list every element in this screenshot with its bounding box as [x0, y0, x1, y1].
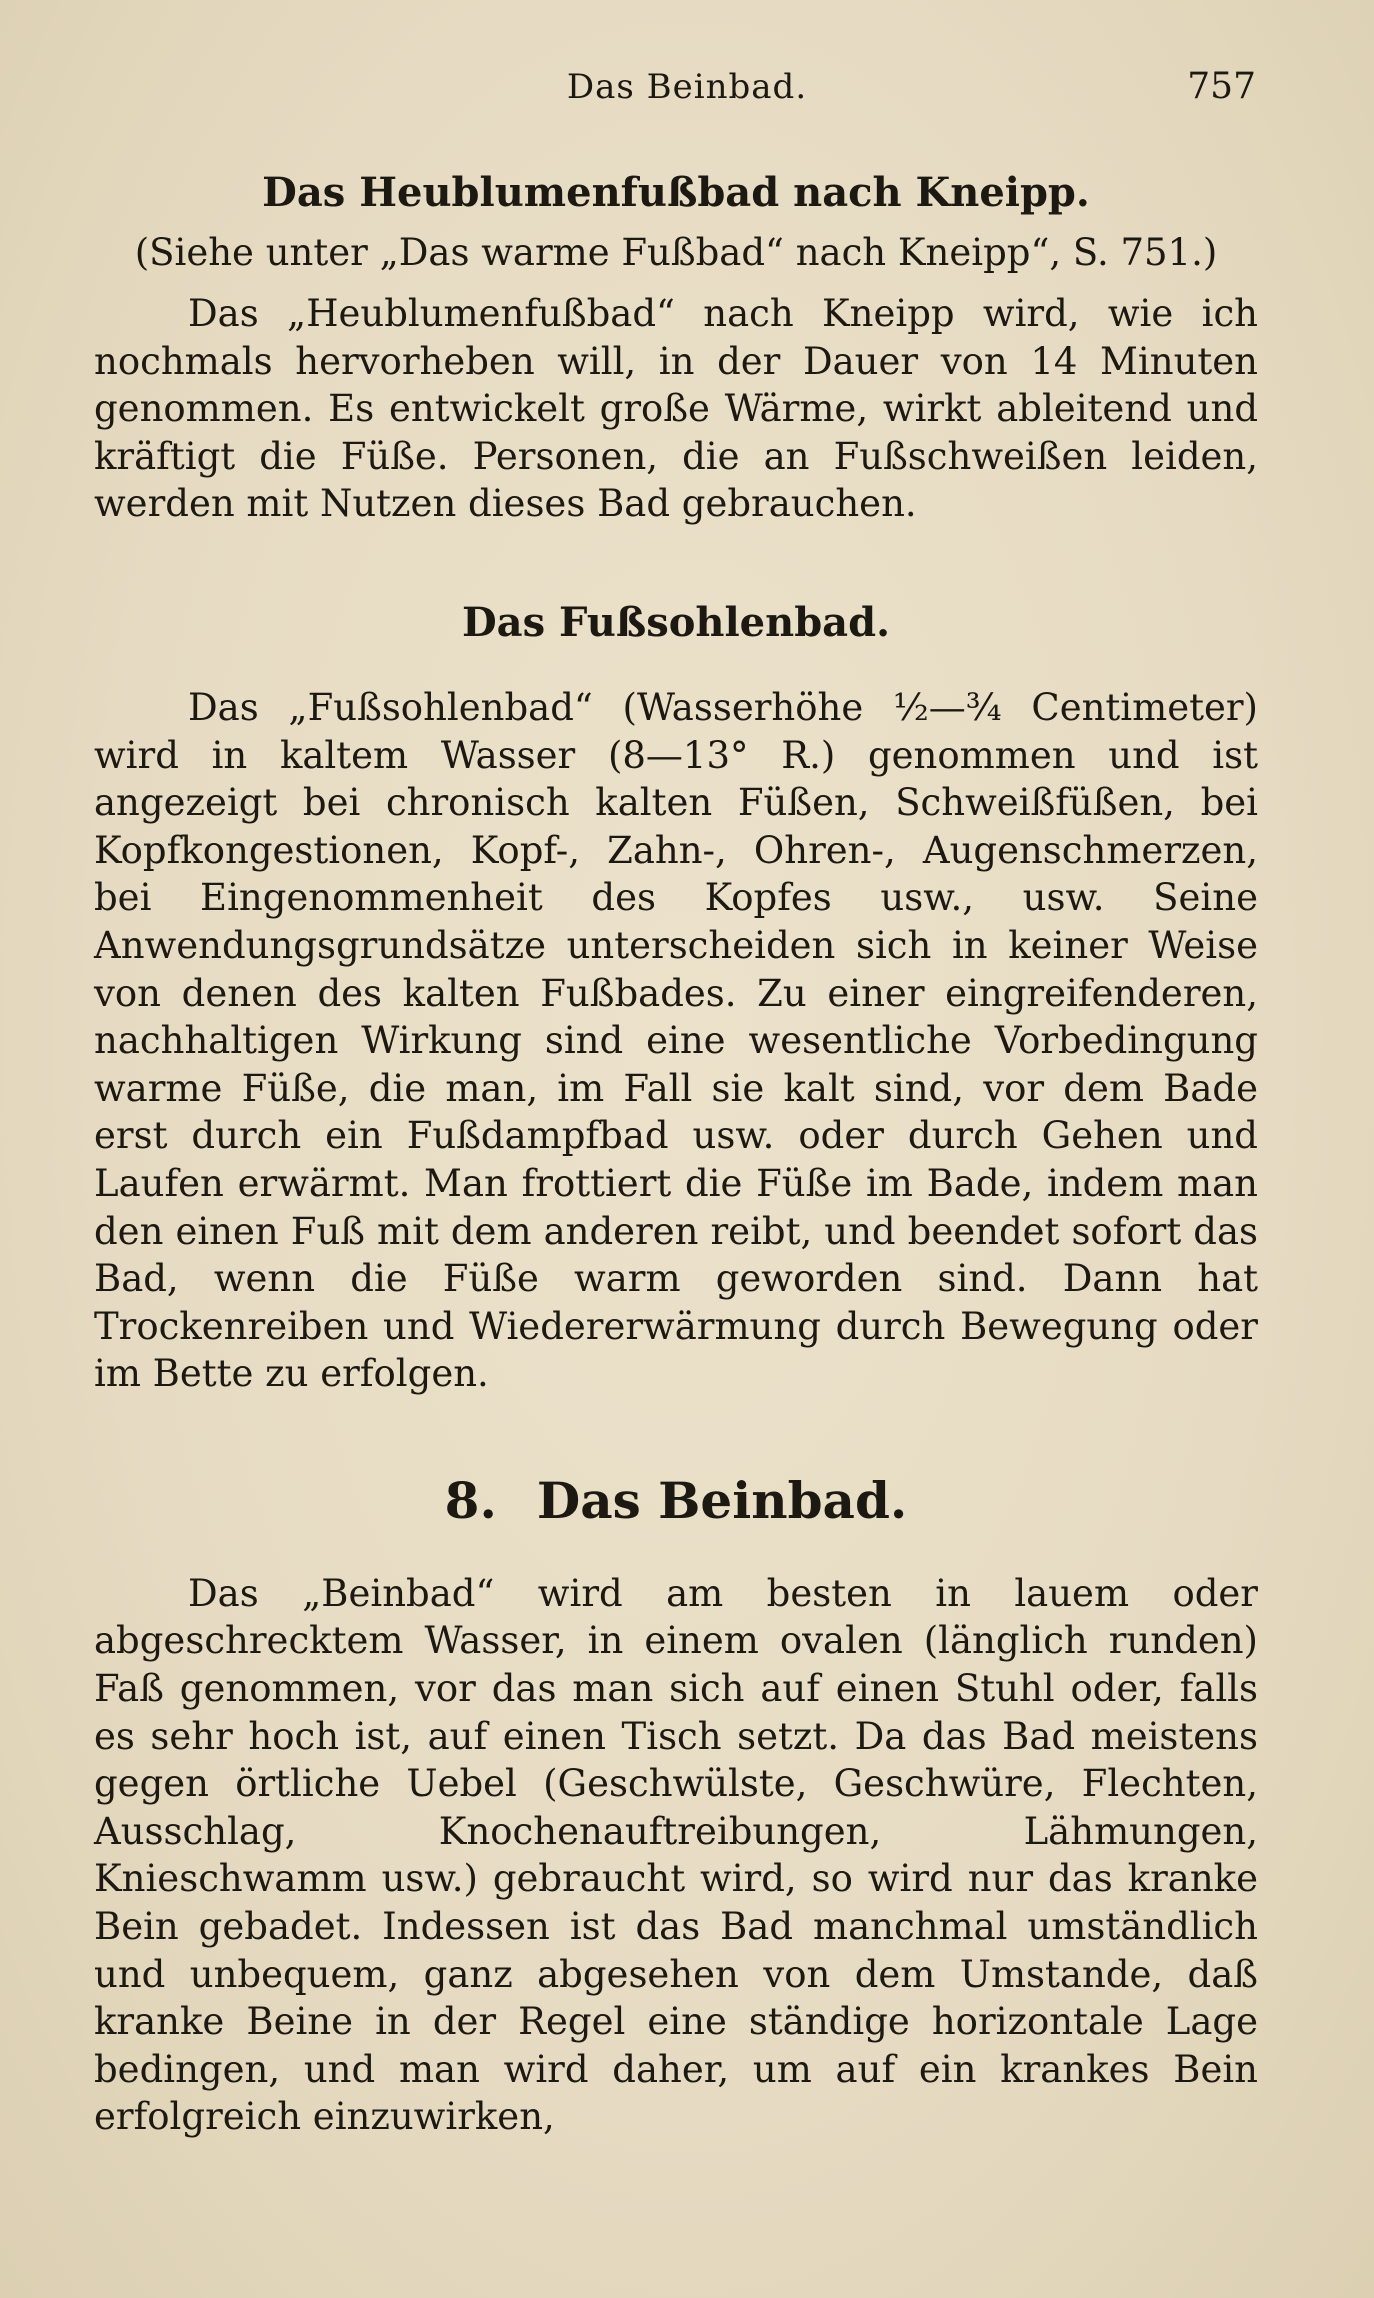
page-number: 757: [1187, 66, 1256, 107]
paragraph-fusssohlenbad: Das „Fußsohlenbad“ (Wasserhöhe ½—¾ Centimeter) wird in kaltem Wasser (8—13° R.) genommen und ist angezeigt bei chronisch kalten Füßen, Schweißfüßen, bei Kopfkongestionen, Kopf-, Zahn-, Ohren-, Augenschmerzen, bei Eingenommenheit des Kopfes usw., usw. Seine Anwendungsgrundsätze unterscheiden sich in keiner Weise von denen des kalten Fußbades. Zu einer eingreifenderen, nachhaltigen Wirkung sind eine wesentliche Vorbedingung warme Füße, die man, im Fall sie kalt sind, vor dem Bade erst durch ein Fußdampfbad usw. oder durch Gehen und Laufen erwärmt. Man frottiert die Füße im Bade, indem man den einen Fuß mit dem anderen reibt, und beendet sofort das Bad, wenn die Füße warm geworden sind. Dann hat Trockenreiben und Wiedererwärmung durch Bewegung oder im Bette zu erfolgen.: [94, 685, 1258, 1396]
section-heading-fusssohlenbad: Das Fußsohlenbad.: [461, 598, 890, 646]
paragraph-heublumenfussbad: Das „Heublumenfußbad“ nach Kneipp wird, wie ich nochmals hervorheben will, in der Dauer von 14 Minuten genommen. Es entwickelt große Wärme, wirkt ableitend und kräftigt die Füße. Personen, die an Fußschweißen leiden, werden mit Nutzen dieses Bad gebrauchen.: [94, 292, 1258, 526]
page-body: [94, 158, 1258, 2141]
running-head: [0, 62, 1374, 112]
chapter-heading-beinbad: [94, 1456, 1258, 1546]
cross-reference-note: (Siehe unter „Das warme Fußbad“ nach Kneipp“, S. 751.): [134, 231, 1218, 274]
running-title: Das Beinbad.: [566, 67, 808, 107]
section-heading-heublumenfussbad: Das Heublumenfußbad nach Kneipp.: [262, 169, 1090, 216]
paragraph-beinbad: Das „Beinbad“ wird am besten in lauem oder abgeschrecktem Wasser, in einem ovalen (länglich runden) Faß genommen, vor das man sich auf einen Stuhl oder, falls es sehr hoch ist, auf einen Tisch setzt. Da das Bad meistens gegen örtliche Uebel (Geschwülste, Geschwüre, Flechten, Ausschlag, Knochenauftreibungen, Lähmungen, Knieschwamm usw.) gebraucht wird, so wird nur das kranke Bein gebadet. Indessen ist das Bad manchmal umständlich und unbequem, ganz abgesehen von dem Umstande, daß kranke Beine in der Regel eine ständige horizontale Lage bedingen, und man wird daher, um auf ein krankes Bein erfolgreich einzuwirken,: [94, 1571, 1258, 2139]
chapter-number: 8.: [444, 1470, 497, 1530]
chapter-title: Das Beinbad.: [536, 1470, 908, 1530]
